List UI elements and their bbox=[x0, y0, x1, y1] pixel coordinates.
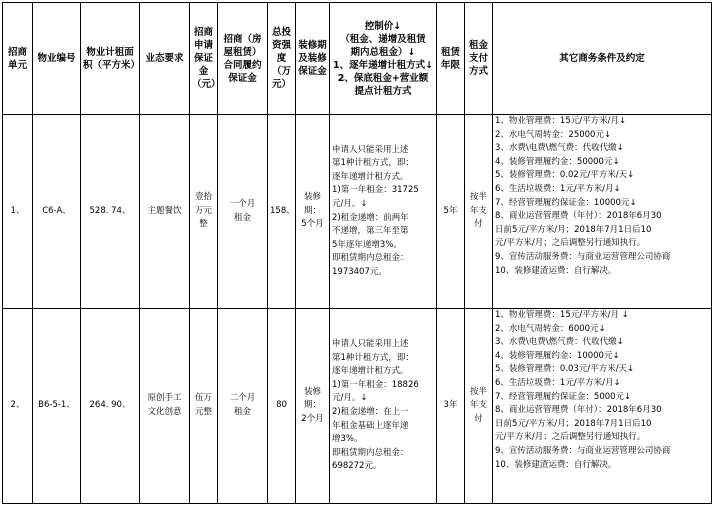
header-rental-area: 物业计租面 积（平方米） bbox=[81, 3, 140, 115]
cell-property-code: C6-A、 bbox=[33, 115, 81, 309]
cell-investment: 80 bbox=[268, 309, 296, 504]
cell-other-terms: 1、物业管理费：15元/平方米/月↓ 2、水电气周转金：25000元↓ 3、水费\电费\燃气费：代收代缴↓ 4、装修管理履约金：50000元↓ 5、装修管理费：0.02元/平方米/天↓ 6、生活垃圾费：1元/平方米/月↓ 7、经营管理履约保证金：10000元↓ 8、商业运营管理费（年付）：2018年6月30 日前5元/平方米/月；2018年7月1日后10 元/平方米/月；之后调整另行通知执行。 9、宣传活动服务费：与商业运营管理公司协商 10、装修建渣运费：自行解决。 bbox=[493, 115, 712, 309]
cell-contract-deposit: 二个月 租金 bbox=[218, 309, 268, 504]
cell-rental-area: 264. 90、 bbox=[81, 309, 140, 504]
header-fitout: 装修期 及装修 保证金 bbox=[296, 3, 330, 115]
cell-bid-deposit: 伍万 元整 bbox=[190, 309, 218, 504]
header-unit: 招商 单元 bbox=[3, 3, 33, 115]
header-other-terms: 其它商务条件及约定 bbox=[493, 3, 712, 115]
cell-other-terms: 1、物业管理费：15元/平方米/月 ↓ 2、水电气周转金：6000元↓ 3、水费\电费\燃气费：代收代缴↓ 4、装修管理履约金：10000元↓ 5、装修管理费：0.03元/平方米/天↓ 6、生活垃圾费：1元/平方米/月↓ 7、经营管理履约保证金：5000元↓ 8、商业运营管理费（年付）：2018年6月30 日前5元/平方米/月；2018年7月1日后10 元/平方米/月；之后调整另行通知执行。 9、宣传活动服务费：与商业运营管理公司协商 10、装修建渣运费：自行解决。 bbox=[493, 309, 712, 504]
header-property-code: 物业编号 bbox=[33, 3, 81, 115]
cell-rental-area: 528. 74、 bbox=[81, 115, 140, 309]
header-control-price: 控制价↓ （租金、递增及租赁 期内总租金）↓ 1、逐年递增计租方式↓ 2、保底租金+营业额 提点计租方式 bbox=[330, 3, 437, 115]
cell-fitout: 装修 期： 5个月 bbox=[296, 115, 330, 309]
cell-business-format: 主题餐饮 bbox=[140, 115, 190, 309]
table-row bbox=[3, 309, 712, 504]
cell-payment-method: 按半 年支 付 bbox=[465, 309, 493, 504]
cell-bid-deposit: 壹拾 万元 整 bbox=[190, 115, 218, 309]
cell-control-price: 申请人只能采用上述 第1种计租方式，即： 逐年递增计租方式。 1)第一年租金：18826 元/月。↓ 2)租金递增：在上一 年租金基础上逐年递 增3%。 即租赁期内总租金： 698272元。 bbox=[330, 309, 437, 504]
cell-lease-term: 5年 bbox=[437, 115, 465, 309]
cell-unit: 2、 bbox=[3, 309, 33, 504]
cell-contract-deposit: 一个月 租金 bbox=[218, 115, 268, 309]
header-payment-method: 租金 支付 方式 bbox=[465, 3, 493, 115]
cell-property-code: B6-5-1、 bbox=[33, 309, 81, 504]
header-lease-term: 租赁 年限 bbox=[437, 3, 465, 115]
cell-unit: 1、 bbox=[3, 115, 33, 309]
cell-control-price: 申请人只能采用上述 第1种计租方式，即： 逐年递增计租方式。 1)第一年租金：31725 元/月。↓ 2)租金递增：前两年 不递增，第三年至第 5年逐年递增3%。 即租赁期内总租金： 1973407元。 bbox=[330, 115, 437, 309]
table-header-row bbox=[3, 3, 712, 115]
header-bid-deposit: 招商 申请 保证 金 （元） bbox=[190, 3, 218, 115]
header-contract-deposit: 招商（房 屋租赁） 合同履约 保证金 bbox=[218, 3, 268, 115]
table-row bbox=[3, 115, 712, 309]
lease-terms-table bbox=[2, 2, 712, 504]
cell-fitout: 装修 期： 2个月 bbox=[296, 309, 330, 504]
cell-investment: 158、 bbox=[268, 115, 296, 309]
cell-payment-method: 按半 年支 付 bbox=[465, 115, 493, 309]
cell-business-format: 原创手工 文化创意 bbox=[140, 309, 190, 504]
header-investment: 总投 资强 度（万 元） bbox=[268, 3, 296, 115]
header-business-format: 业态要求 bbox=[140, 3, 190, 115]
cell-lease-term: 3年 bbox=[437, 309, 465, 504]
